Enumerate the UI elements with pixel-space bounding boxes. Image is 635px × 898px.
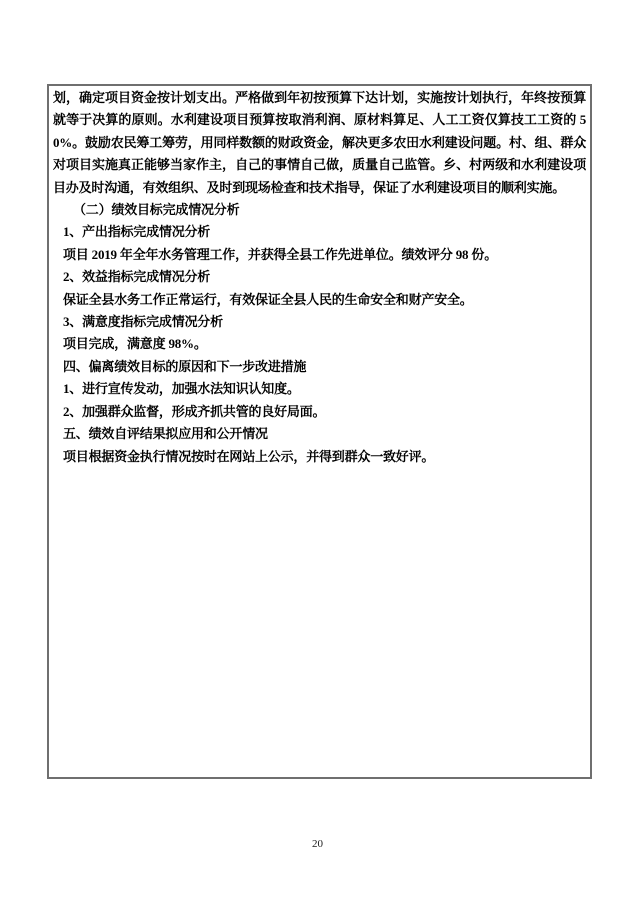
page-number: 20 xyxy=(312,838,323,850)
section-heading-2: （二）绩效目标完成情况分析 xyxy=(73,202,240,218)
sub-heading-output-indicator: 1、产出指标完成情况分析 xyxy=(63,224,211,240)
paragraph-continuation: 划，确定项目资金按计划支出。严格做到年初按预算下达计划，实施按计划执行，年终按预算就等于决算的原则。水利建设项目预算按取消利润、原材料算足、人工工资仅算技工工资的 50%。鼓励农民筹工筹劳，用同样数额的财政资金，解决更多农田水利建设问题。村、组、群众对项目实施真正能够当家作主，自己的事情自己做，质量自己监管。乡、村两级和水利建设项目办及时沟通，有效组织、及时到现场检查和技术指导，保证了水利建设项目的顺利实施。 xyxy=(53,90,586,195)
paragraph-benefit-result: 保证全县水务工作正常运行，有效保证全县人民的生命安全和财产安全。 xyxy=(63,291,473,307)
sub-heading-benefit-indicator: 2、效益指标完成情况分析 xyxy=(63,269,211,285)
paragraph-publicity-result: 项目根据资金执行情况按时在网站上公示，并得到群众一致好评。 xyxy=(63,448,435,464)
paragraph-output-result: 项目 2019 年全年水务管理工作，并获得全县工作先进单位。绩效评分 98 份。 xyxy=(63,246,498,262)
section-heading-5: 五、绩效自评结果拟应用和公开情况 xyxy=(63,426,268,442)
table-cell-box xyxy=(47,84,592,779)
sub-heading-satisfaction-indicator: 3、满意度指标完成情况分析 xyxy=(63,314,223,330)
paragraph-satisfaction-result: 项目完成，满意度 98%。 xyxy=(63,336,207,352)
section-heading-4: 四、偏离绩效目标的原因和下一步改进措施 xyxy=(63,358,307,374)
paragraph-improvement-1: 1、进行宣传发动，加强水法知识认知度。 xyxy=(63,381,300,397)
paragraph-improvement-2: 2、加强群众监督，形成齐抓共管的良好局面。 xyxy=(63,403,326,419)
